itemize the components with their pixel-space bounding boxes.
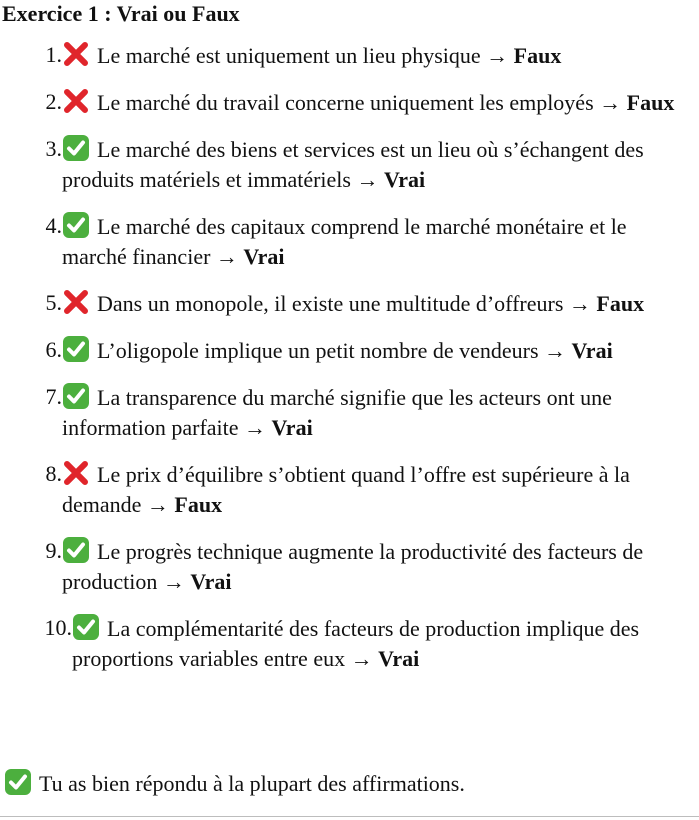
item-content (72, 613, 699, 674)
item-text: La transparence du marché signifie que les acteurs ont une information parfaite → (62, 385, 612, 440)
item-text: Le progrès technique augmente la productivité des facteurs de production → (62, 539, 644, 594)
item-text: Dans un monopole, il existe une multitude d’offreurs → (97, 291, 591, 316)
item-number: 1. (45, 42, 62, 67)
item-text: Le marché est uniquement un lieu physique → (97, 43, 509, 68)
list-item (0, 134, 699, 195)
list-item (0, 335, 699, 366)
item-text: Le marché des capitaux comprend le marché monétaire et le marché financier → (62, 214, 627, 269)
item-number: 10. (44, 615, 72, 640)
list-item (0, 382, 699, 443)
statement-list (0, 40, 699, 690)
check-mark-icon (62, 211, 90, 239)
item-content (62, 335, 699, 366)
list-item (0, 40, 699, 71)
summary-text: Tu as bien répondu à la plupart des affirmations. (39, 771, 465, 796)
item-verdict: Vrai (383, 167, 426, 192)
summary-line (4, 768, 465, 799)
item-number: 4. (45, 213, 62, 238)
item-verdict: Vrai (378, 646, 420, 671)
check-mark-icon (62, 536, 90, 564)
item-number: 3. (45, 136, 62, 161)
item-verdict: Vrai (271, 415, 313, 440)
list-item (0, 536, 699, 597)
item-content (62, 40, 699, 71)
item-verdict: Vrai (571, 338, 613, 363)
item-number: 8. (45, 461, 62, 486)
item-content (62, 536, 699, 597)
item-verdict: Faux (513, 43, 562, 68)
cross-mark-icon (62, 40, 90, 68)
check-mark-icon (4, 768, 32, 796)
item-text: La complémentarité des facteurs de production implique des proportions variables entre eux → (72, 616, 640, 671)
item-content (62, 211, 699, 272)
list-item (0, 211, 699, 272)
item-content (62, 134, 699, 195)
item-text: Le marché du travail concerne uniquement les employés → (97, 90, 622, 115)
list-item (0, 613, 699, 674)
item-verdict: Faux (174, 492, 223, 517)
item-verdict: Faux (596, 291, 645, 316)
item-number: 7. (45, 384, 62, 409)
list-item (0, 288, 699, 319)
item-number: 9. (45, 538, 62, 563)
item-verdict: Faux (626, 90, 675, 115)
cross-mark-icon (62, 288, 90, 316)
check-mark-icon (62, 382, 90, 410)
item-number: 2. (45, 89, 62, 114)
item-verdict: Vrai (243, 244, 285, 269)
item-verdict: Vrai (190, 569, 232, 594)
list-item (0, 87, 699, 118)
item-text: Le prix d’équilibre s’obtient quand l’offre est supérieure à la demande → (62, 462, 630, 517)
item-content (62, 288, 699, 319)
item-content (62, 459, 699, 520)
item-text: Le marché des biens et services est un lieu où s’échangent des produits matériels et immatériels → (62, 137, 644, 192)
exercise-title: Exercice 1 : Vrai ou Faux (2, 1, 240, 26)
cross-mark-icon (62, 459, 90, 487)
cross-mark-icon (62, 87, 90, 115)
check-mark-icon (72, 613, 100, 641)
bottom-divider (0, 816, 699, 817)
item-content (62, 87, 699, 118)
item-number: 5. (45, 290, 62, 315)
item-text: L’oligopole implique un petit nombre de vendeurs → (97, 338, 567, 363)
list-item (0, 459, 699, 520)
item-content (62, 382, 699, 443)
item-number: 6. (45, 337, 62, 362)
check-mark-icon (62, 134, 90, 162)
check-mark-icon (62, 335, 90, 363)
